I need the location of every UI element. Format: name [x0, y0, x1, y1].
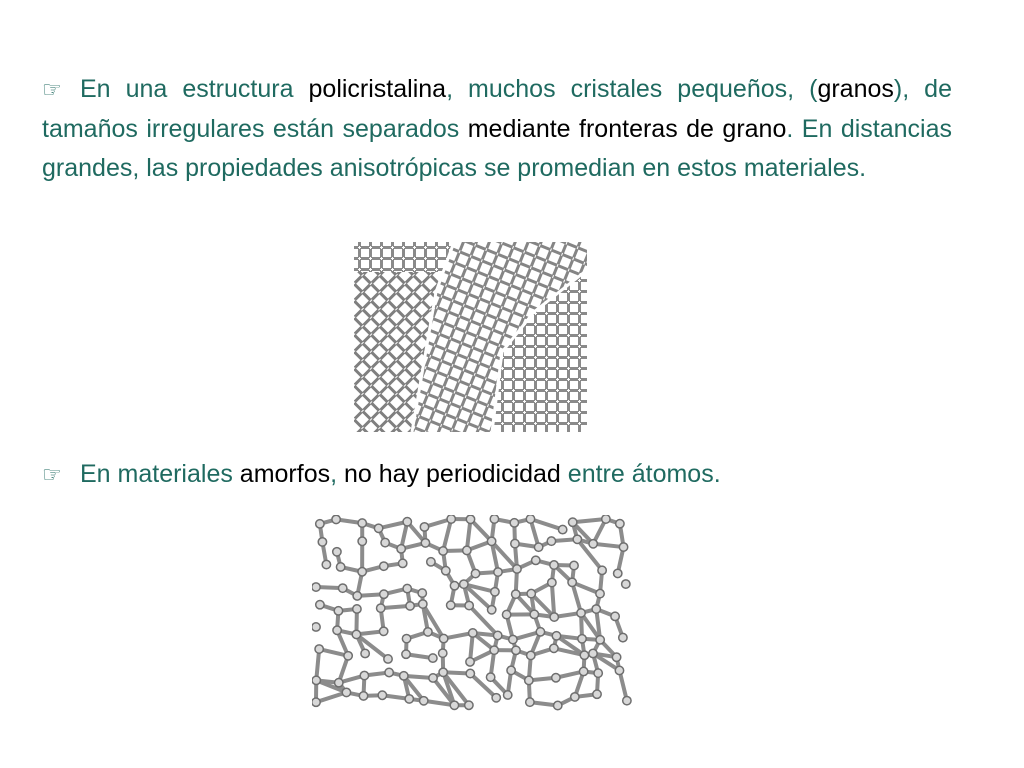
atom	[374, 524, 382, 532]
p1-text-4: . En distancias grandes, las propiedades anisotrópicas se promedian en estos materiales.	[42, 115, 952, 182]
atom	[526, 515, 534, 523]
atom	[405, 695, 413, 703]
p1-term-fronteras: mediante fronteras de grano	[467, 115, 787, 143]
atom	[592, 605, 600, 613]
atom	[335, 679, 343, 687]
atom	[552, 632, 560, 640]
atom	[312, 698, 320, 706]
atom	[361, 649, 369, 657]
atom	[332, 515, 340, 523]
atom	[406, 602, 414, 610]
atom	[397, 545, 405, 553]
atom	[487, 606, 495, 614]
atom	[550, 561, 558, 569]
atom	[580, 651, 588, 659]
atom	[466, 515, 474, 523]
atom	[570, 561, 578, 569]
amorphous-paragraph	[42, 455, 952, 495]
atom	[385, 668, 393, 676]
atom	[568, 518, 576, 526]
atom	[602, 515, 610, 523]
polycrystalline-paragraph	[42, 70, 952, 188]
atom	[614, 569, 622, 577]
atom	[598, 566, 606, 574]
atom	[511, 539, 519, 547]
atom	[312, 676, 320, 684]
atom	[527, 651, 535, 659]
atom	[381, 538, 389, 546]
atom	[316, 520, 324, 528]
p2-text-1: En materiales	[80, 460, 240, 488]
atom	[359, 692, 367, 700]
hand-pointing-right-icon: ☞	[42, 463, 62, 488]
atom	[402, 650, 410, 658]
atomic-bond	[530, 519, 562, 530]
atom	[465, 701, 473, 709]
atom	[421, 539, 429, 547]
p1-term-granos: granos	[817, 75, 894, 103]
atom	[509, 635, 517, 643]
p1-term-policristalina: policristalina	[308, 75, 447, 103]
atom	[384, 655, 392, 663]
atom	[550, 613, 558, 621]
p2-term-no-periodicidad: no hay periodicidad	[344, 460, 561, 488]
atom	[336, 563, 344, 571]
atom	[377, 604, 385, 612]
atom	[491, 588, 499, 596]
atom	[526, 698, 534, 706]
atom	[512, 646, 520, 654]
atomic-bond	[552, 583, 554, 618]
atom	[447, 515, 455, 523]
p2-text-2: ,	[330, 460, 345, 488]
atom	[534, 543, 542, 551]
atom	[578, 635, 586, 643]
atom	[398, 559, 406, 567]
atom	[527, 589, 535, 597]
atom	[612, 653, 620, 661]
atom	[466, 669, 474, 677]
atom	[439, 649, 447, 657]
atom	[352, 630, 360, 638]
atom	[510, 519, 518, 527]
atom	[513, 565, 521, 573]
atom	[471, 569, 479, 577]
atom	[594, 669, 602, 677]
atom	[380, 590, 388, 598]
atom	[487, 537, 495, 545]
atom	[427, 558, 435, 566]
atom	[379, 627, 387, 635]
atom	[316, 601, 324, 609]
atom	[512, 590, 520, 598]
atom	[442, 567, 450, 575]
atom	[344, 652, 352, 660]
atom	[596, 589, 604, 597]
atom	[492, 694, 500, 702]
atom	[623, 696, 631, 704]
atom	[400, 672, 408, 680]
atom	[353, 592, 361, 600]
atom	[419, 600, 427, 608]
atom	[358, 568, 366, 576]
atom	[322, 560, 330, 568]
atom	[573, 535, 581, 543]
atom	[619, 543, 627, 551]
atom	[494, 568, 502, 576]
atom	[577, 609, 585, 617]
p2-term-amorfos: amorfos	[239, 460, 331, 488]
amorphous-network-diagram	[312, 515, 634, 711]
atom	[465, 601, 473, 609]
atom	[450, 701, 458, 709]
atom	[420, 697, 428, 705]
atom	[550, 644, 558, 652]
p1-text-3: ), de tamaños irregulares están separados	[42, 75, 952, 143]
p1-text-1: En una estructura	[80, 75, 309, 103]
atom	[429, 654, 437, 662]
atom	[463, 546, 471, 554]
atom	[450, 582, 458, 590]
atom	[552, 674, 560, 682]
hand-pointing-right-icon: ☞	[42, 78, 62, 103]
atom	[554, 701, 562, 709]
atom	[429, 674, 437, 682]
atom	[403, 584, 411, 592]
atom	[358, 537, 366, 545]
atom	[312, 623, 320, 631]
atom	[315, 645, 323, 653]
atom	[353, 605, 361, 613]
atom	[342, 688, 350, 696]
atom	[596, 636, 604, 644]
atom	[339, 584, 347, 592]
atom	[333, 626, 341, 634]
atom	[530, 610, 538, 618]
atom	[378, 691, 386, 699]
atom	[504, 691, 512, 699]
atom	[622, 580, 630, 588]
atom	[502, 610, 510, 618]
atom	[439, 547, 447, 555]
atomic-bond	[573, 519, 606, 522]
atom	[403, 518, 411, 526]
atom	[460, 580, 468, 588]
atom	[589, 540, 597, 548]
atom	[380, 562, 388, 570]
atom	[589, 649, 597, 657]
atom	[439, 634, 447, 642]
polycrystalline-grain-diagram	[354, 242, 587, 432]
atom	[486, 673, 494, 681]
atom	[525, 676, 533, 684]
atom	[439, 668, 447, 676]
atom	[447, 601, 455, 609]
atom	[312, 583, 320, 591]
atom	[532, 556, 540, 564]
atom	[402, 634, 410, 642]
atom	[318, 538, 326, 546]
atom	[490, 646, 498, 654]
atom	[333, 548, 341, 556]
atom	[360, 671, 368, 679]
p1-text-2: , muchos cristales pequeños, (	[446, 75, 818, 103]
atom	[547, 537, 555, 545]
atom	[558, 525, 566, 533]
atom	[424, 628, 432, 636]
atom	[611, 612, 619, 620]
atom	[579, 667, 587, 675]
atom	[568, 578, 576, 586]
atom	[616, 520, 624, 528]
atom	[548, 578, 556, 586]
p2-text-3: entre átomos.	[560, 460, 721, 488]
atom	[420, 523, 428, 531]
atom	[418, 589, 426, 597]
atom	[493, 631, 501, 639]
atom	[490, 515, 498, 523]
atom	[593, 690, 601, 698]
atom	[571, 693, 579, 701]
atom	[358, 519, 366, 527]
atom	[536, 628, 544, 636]
atom	[615, 666, 623, 674]
atom	[334, 607, 342, 615]
atom	[507, 666, 515, 674]
atom	[469, 629, 477, 637]
atom	[466, 658, 474, 666]
atom	[619, 633, 627, 641]
